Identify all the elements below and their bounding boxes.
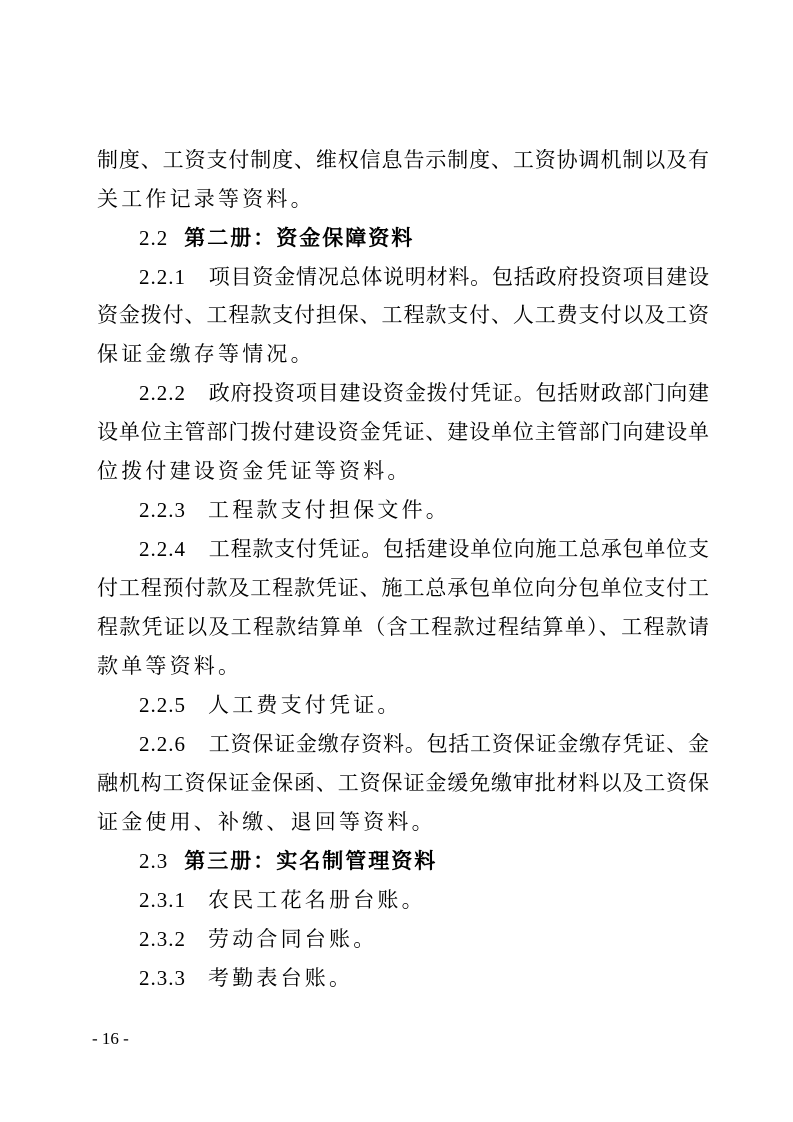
item-number: 2.2.5 [139, 693, 186, 717]
paragraph-line: 关工作记录等资料。 [97, 187, 315, 211]
item-text: 考勤表台账。 [208, 966, 354, 990]
page-number: - 16 - [92, 1029, 129, 1048]
item-text: 人工费支付凭证。 [208, 693, 402, 717]
item-text: 劳动合同台账。 [208, 927, 378, 951]
section-number: 2.2 [139, 226, 169, 250]
item-text: 农民工花名册台账。 [208, 888, 426, 912]
item-number: 2.3.1 [139, 888, 186, 912]
item-text: 工程款支付担保文件。 [208, 498, 450, 522]
paragraph-line: 证金使用、补缴、退回等资料。 [97, 810, 436, 834]
item-2-2-3-line [139, 498, 709, 522]
item-2-3-3-line [139, 966, 709, 990]
item-number: 2.3.3 [139, 966, 186, 990]
item-2-3-2-line [139, 927, 709, 951]
item-number: 2.2.4 [139, 537, 186, 561]
item-number: 2.2.6 [139, 732, 186, 756]
item-number: 2.2.1 [139, 265, 186, 289]
paragraph-line: 位拨付建设资金凭证等资料。 [97, 459, 412, 483]
item-2-2-1-line [139, 265, 709, 289]
item-number: 2.2.3 [139, 498, 186, 522]
section-number: 2.3 [139, 849, 169, 873]
paragraph-line: 付工程预付款及工程款凭证、施工总承包单位向分包单位支付工 [97, 576, 709, 600]
section-title: 第三册：实名制管理资料 [184, 848, 438, 873]
item-text: 工资保证金缴存资料。包括工资保证金缴存凭证、金 [208, 732, 709, 756]
item-2-2-5-line [139, 693, 709, 717]
paragraph-line: 融机构工资保证金保函、工资保证金缓免缴审批材料以及工资保 [97, 771, 709, 795]
paragraph-line: 保证金缴存等情况。 [97, 342, 315, 366]
item-number: 2.2.2 [139, 381, 186, 405]
section-heading-2-3 [139, 849, 709, 873]
item-2-2-6-line [139, 732, 709, 756]
paragraph-line: 设单位主管部门拨付建设资金凭证、建设单位主管部门向建设单 [97, 420, 709, 444]
paragraph-line: 制度、工资支付制度、维权信息告示制度、工资协调机制以及有 [97, 148, 709, 172]
paragraph-line: 款单等资料。 [97, 654, 243, 678]
section-heading-2-2 [139, 226, 709, 250]
item-2-3-1-line [139, 888, 709, 912]
item-2-2-2-line [139, 381, 709, 405]
item-text: 项目资金情况总体说明材料。包括政府投资项目建设 [208, 265, 709, 289]
item-2-2-4-line [139, 537, 709, 561]
section-title: 第二册：资金保障资料 [184, 225, 415, 250]
paragraph-line: 程款凭证以及工程款结算单（含工程款过程结算单）、工程款请 [97, 615, 709, 639]
item-text: 政府投资项目建设资金拨付凭证。包括财政部门向建 [208, 381, 709, 405]
item-number: 2.3.2 [139, 927, 186, 951]
paragraph-line: 资金拨付、工程款支付担保、工程款支付、人工费支付以及工资 [97, 303, 709, 327]
item-text: 工程款支付凭证。包括建设单位向施工总承包单位支 [208, 537, 709, 561]
